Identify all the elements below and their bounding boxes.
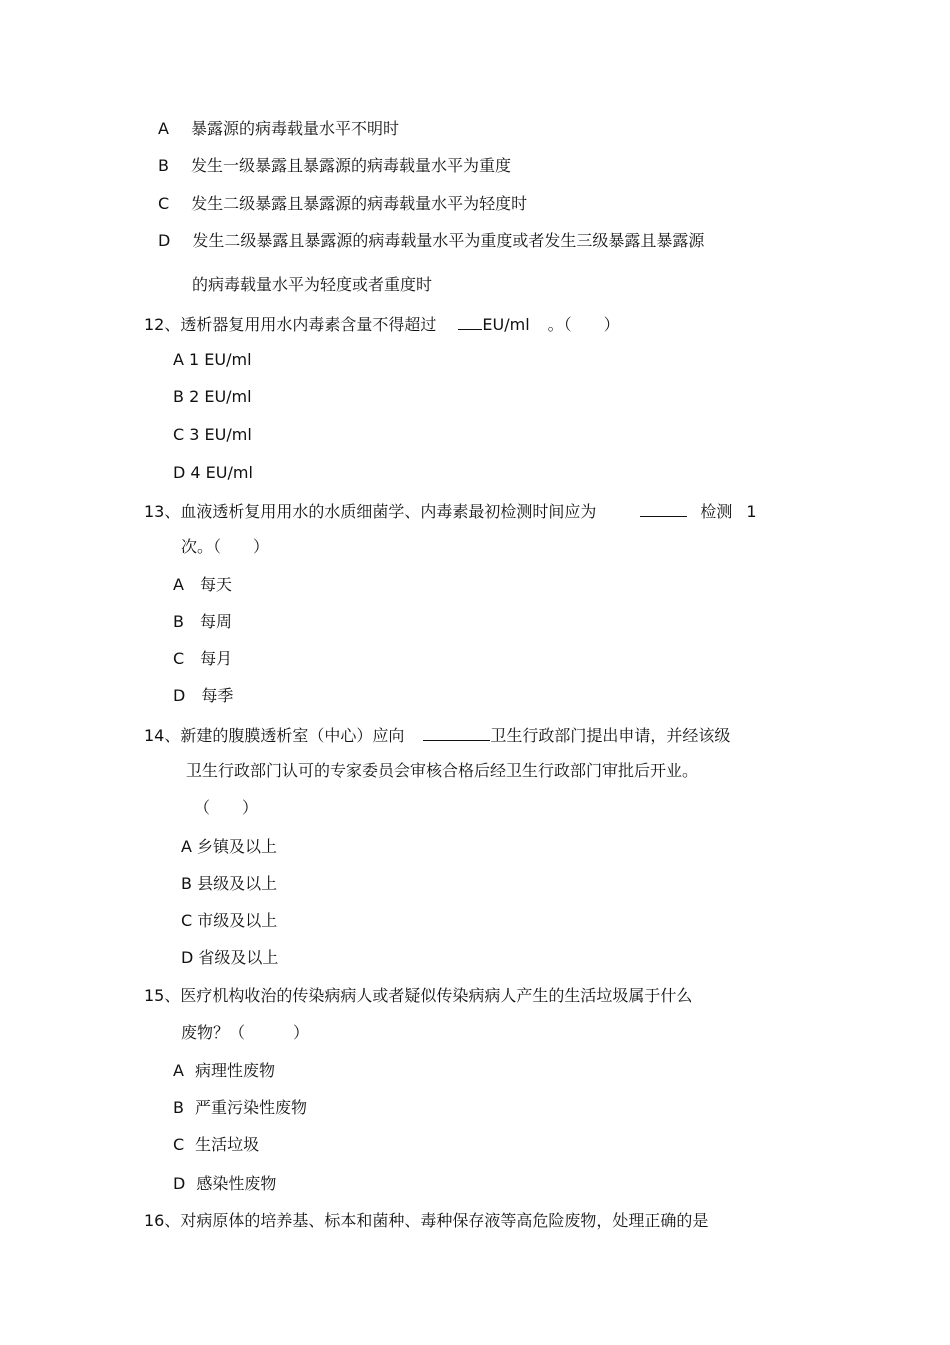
question-text: 透析器复用用水内毒素含量不得超过 [180,315,437,334]
q13-stem-continued: 次。（ ） [181,537,270,556]
q15-stem [144,988,692,1004]
question-number: 15、 [144,986,181,1005]
q11-option-b [158,158,511,174]
q12-option-b: B 2 EU/ml [173,387,252,406]
q14-option-a: A 乡镇及以上 [181,837,278,856]
option-text: 病理性废物 [194,1061,275,1080]
q12-option-d: D 4 EU/ml [173,463,253,482]
option-letter: D [158,231,171,250]
q11-option-a [158,121,399,137]
q15-option-d [173,1176,276,1192]
question-number: 13、 [144,502,181,521]
q13-stem [144,502,757,520]
count-text: 1 [746,502,757,521]
q14-option-b: B 县级及以上 [181,874,278,893]
q13-option-a [173,577,232,593]
option-letter: C [173,649,185,668]
q15-option-c [173,1137,259,1153]
question-text: 医疗机构收治的传染病病人或者疑似传染病病人产生的生活垃圾属于什么 [180,986,693,1005]
q13-option-b [173,614,232,630]
option-text: 每月 [200,649,233,668]
option-letter: A [173,575,184,594]
option-text: 每周 [199,612,232,631]
option-text: 暴露源的病毒载量水平不明时 [190,119,399,138]
option-letter: B [173,1098,184,1117]
option-letter: D [173,686,186,705]
option-letter: A [158,119,169,138]
option-text: 每季 [201,686,234,705]
question-text: 对病原体的培养基、标本和菌种、毒种保存液等高危险废物，处理正确的是 [180,1211,709,1230]
answer-blank [458,315,482,330]
answer-blank [640,502,687,517]
q11-option-d-continued: 的病毒载量水平为轻度或者重度时 [192,275,433,294]
q15-option-a [173,1063,275,1079]
q11-option-c [158,196,527,212]
option-text: 生活垃圾 [195,1135,260,1154]
q14-option-d: D 省级及以上 [181,948,279,967]
q15-option-b [173,1100,307,1116]
q14-option-c: C 市级及以上 [181,911,278,930]
q12-option-c: C 3 EU/ml [173,425,252,444]
question-tail: 检测 [700,502,733,521]
q14-paren: （ ） [194,798,259,817]
question-number: 12、 [144,315,181,334]
option-text: 感染性废物 [196,1174,277,1193]
q14-stem [144,726,730,744]
option-text: 每天 [199,575,232,594]
q11-option-d [158,233,704,249]
option-letter: C [173,1135,185,1154]
option-text: 发生二级暴露且暴露源的病毒载量水平为重度或者发生三级暴露且暴露源 [192,231,705,250]
unit-text: EU/ml [482,315,530,334]
question-paren: 。（ ） [547,315,620,334]
question-number: 16、 [144,1211,181,1230]
q12-stem [144,315,620,333]
q13-option-c [173,651,232,667]
option-text: 严重污染性废物 [194,1098,307,1117]
question-text: 血液透析复用用水的水质细菌学、内毒素最初检测时间应为 [180,502,597,521]
question-text: 新建的腹膜透析室（中心）应向 [180,726,405,745]
option-text: 发生二级暴露且暴露源的病毒载量水平为轻度时 [191,194,528,213]
question-text-after: 卫生行政部门提出申请，并经该级 [490,726,731,745]
option-letter: D [173,1174,186,1193]
q14-stem-continued: 卫生行政部门认可的专家委员会审核合格后经卫生行政部门审批后开业。 [186,761,699,780]
q15-stem-continued: 废物？（ ） [181,1023,310,1042]
option-letter: B [158,156,169,175]
answer-blank [423,726,490,741]
option-letter: A [173,1061,184,1080]
option-letter: C [158,194,170,213]
q16-stem [144,1213,708,1229]
q13-option-d [173,688,233,704]
question-number: 14、 [144,726,181,745]
option-text: 发生一级暴露且暴露源的病毒载量水平为重度 [190,156,511,175]
option-letter: B [173,612,184,631]
q12-option-a: A 1 EU/ml [173,350,252,369]
